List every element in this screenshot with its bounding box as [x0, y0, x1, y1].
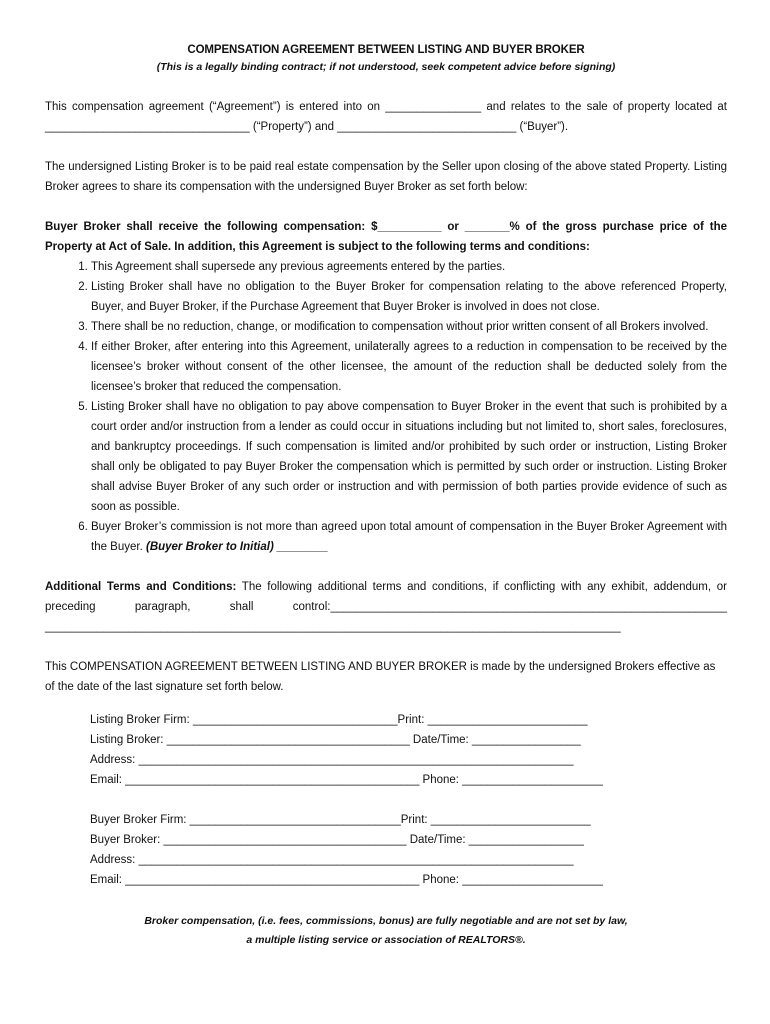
agreement-document: [45, 44, 727, 950]
terms-list: [45, 257, 727, 557]
buyer-broker-signature-block: [90, 810, 727, 890]
footer-line-2: a multiple listing service or association of REALTORS®.: [246, 934, 526, 946]
term-item: 5. Listing Broker shall have no obligation to pay above compensation to Buyer Broker in the event that such is prohibited by a court order and/or instruction from a lender as could occur in situations including but not limited to, short sales, foreclosures, and bankruptcy proceedings. If such compensation is limited and/or prohibited by such order or instruction, Listing Broker shall only be obligated to pay Buyer Broker the compensation which is permitted by such order or instruction. Listing Broker shall advise Buyer Broker of any such order or instruction and with permission of both parties provide evidence of such as soon as possible.: [91, 397, 727, 517]
footer-notice: [45, 912, 727, 950]
buyer-broker-address-line[interactable]: Address: ____________________________________________________________________: [90, 854, 574, 866]
buyer-compensation-heading: Buyer Broker shall receive the following compensation: $__________ or _______% of the gross purchase price of the Property at Act of Sale. In addition, this Agreement is subject to the following terms and conditions:: [45, 221, 727, 253]
term-item: 1. This Agreement shall supersede any previous agreements entered by the parties.: [91, 257, 727, 277]
additional-terms-label: Additional Terms and Conditions:: [45, 581, 237, 593]
term-item: 3. There shall be no reduction, change, or modification to compensation without prior written consent of all Brokers involved.: [91, 317, 727, 337]
document-title: COMPENSATION AGREEMENT BETWEEN LISTING AND BUYER BROKER: [187, 44, 585, 56]
footer-line-1: Broker compensation, (i.e. fees, commissions, bonus) are fully negotiable and are not set by law,: [144, 915, 628, 927]
intro-paragraph: This compensation agreement (“Agreement”) is entered into on _______________ and relates to the sale of property located at ________________________________ (“Property”) and ____________________________ (“Buyer”).: [45, 101, 727, 133]
compensation-paragraph: The undersigned Listing Broker is to be paid real estate compensation by the Seller upon closing of the above stated Property. Listing Broker agrees to share its compensation with the undersigned Buyer Broker as set forth below:: [45, 161, 727, 193]
listing-broker-line[interactable]: Listing Broker: ______________________________________ Date/Time: _________________: [90, 734, 581, 746]
listing-broker-email-line[interactable]: Email: ______________________________________________ Phone: ______________________: [90, 774, 603, 786]
buyer-broker-email-line[interactable]: Email: ______________________________________________ Phone: ______________________: [90, 874, 603, 886]
listing-broker-signature-block: [90, 710, 727, 790]
listing-broker-firm-line[interactable]: Listing Broker Firm: ________________________________Print: _________________________: [90, 714, 588, 726]
buyer-broker-line[interactable]: Buyer Broker: ______________________________________ Date/Time: __________________: [90, 834, 584, 846]
effective-statement: This COMPENSATION AGREEMENT BETWEEN LISTING AND BUYER BROKER is made by the undersigned Brokers effective as of the date of the last signature set forth below.: [45, 661, 716, 693]
listing-broker-address-line[interactable]: Address: ____________________________________________________________________: [90, 754, 574, 766]
buyer-broker-firm-line[interactable]: Buyer Broker Firm: _________________________________Print: _________________________: [90, 814, 591, 826]
term-item: 2. Listing Broker shall have no obligation to the Buyer Broker for compensation relating to the above referenced Property, Buyer, and Buyer Broker, if the Purchase Agreement that Buyer Broker is involved in does not close.: [91, 277, 727, 317]
document-subtitle: (This is a legally binding contract; if not understood, seek competent advice before signing): [156, 61, 616, 73]
term-6-text: Buyer Broker’s commission is not more than agreed upon total amount of compensation in the Buyer Broker Agreement with the Buyer.: [91, 521, 727, 553]
additional-terms: [45, 577, 727, 637]
term-item: 4. If either Broker, after entering into this Agreement, unilaterally agrees to a reduction in compensation to be received by the licensee’s broker without consent of the other licensee, the amount of the reduction shall be deducted solely from the licensee’s broker that reduced the compensation.: [91, 337, 727, 397]
term-item: [91, 517, 727, 557]
buyer-initial-field[interactable]: (Buyer Broker to Initial) ________: [145, 541, 329, 553]
additional-terms-text[interactable]: The following additional terms and conditions, if conflicting with any exhibit, addendum, or preceding paragraph, shall control:______________________________________________________________ __________________________________________________________________________________________: [45, 581, 727, 633]
